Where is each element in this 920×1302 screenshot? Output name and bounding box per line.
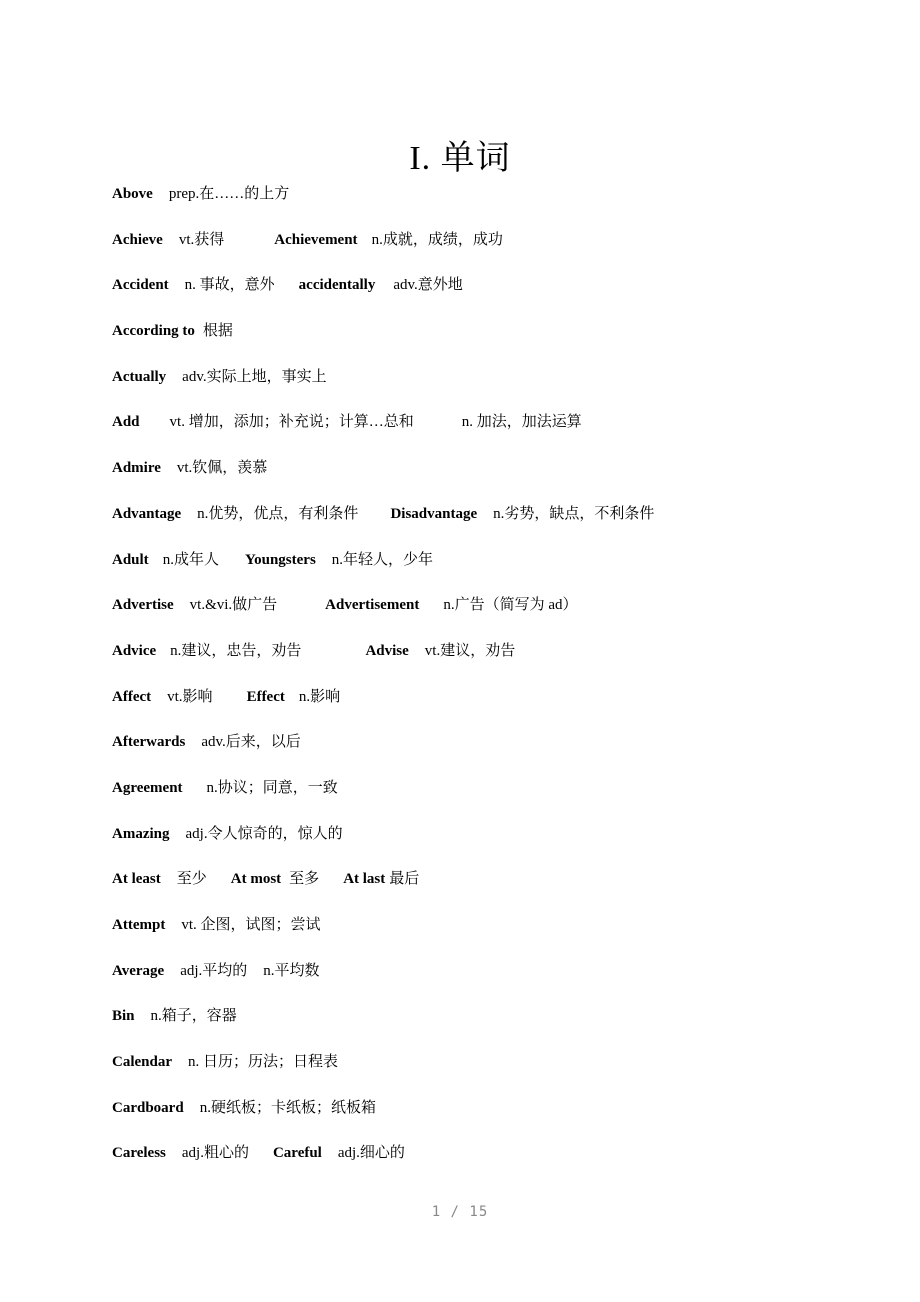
word-line: [112, 454, 872, 500]
vocabulary-definition: adv.实际上地，事实上: [182, 368, 327, 385]
vocabulary-definition: adj.平均的: [180, 962, 248, 979]
vocabulary-definition: adv.意外地: [393, 277, 463, 294]
vocabulary-term: Above: [112, 186, 153, 202]
vocabulary-definition: vt.钦佩，羡慕: [176, 460, 268, 477]
vocabulary-entry: [112, 871, 207, 887]
vocabulary-term: At last: [343, 871, 386, 888]
vocabulary-entry: [112, 232, 224, 248]
vocabulary-term: Affect: [112, 688, 152, 705]
word-line: [112, 1094, 872, 1140]
vocabulary-entry: [299, 277, 463, 293]
vocabulary-entry: [263, 963, 319, 979]
vocabulary-definition: n.年轻人，少年: [331, 551, 434, 568]
word-line: [112, 637, 872, 683]
vocabulary-term: Youngsters: [244, 551, 316, 568]
vocabulary-term: Admire: [112, 460, 161, 477]
vocabulary-definition: n. 事故，意外: [184, 277, 275, 294]
word-line: [112, 911, 872, 957]
vocabulary-definition: n.平均数: [263, 962, 320, 979]
vocabulary-term: Advertise: [112, 597, 174, 614]
vocabulary-entry: [112, 323, 233, 339]
vocabulary-definition: n.成就，成绩，成功: [371, 231, 503, 248]
vocabulary-definition: vt.建议，劝告: [424, 642, 516, 659]
vocabulary-term: According to: [112, 323, 195, 340]
vocabulary-term: Effect: [246, 688, 285, 705]
vocabulary-term: Advertisement: [325, 597, 420, 614]
vocabulary-definition: adj.细心的: [337, 1145, 405, 1162]
word-line: [112, 500, 872, 546]
word-line: [112, 408, 872, 454]
vocabulary-term: Cardboard: [112, 1099, 184, 1116]
page-number: 1 / 15: [431, 1204, 489, 1220]
vocabulary-term: Calendar: [112, 1054, 172, 1071]
word-line: [112, 683, 872, 729]
word-line: [112, 1048, 872, 1094]
word-line: [112, 546, 872, 592]
vocabulary-definition: n.成年人: [162, 551, 219, 568]
vocabulary-entry: [112, 917, 321, 933]
vocabulary-definition: vt.获得: [178, 231, 225, 248]
vocabulary-entry: [112, 186, 289, 202]
vocabulary-entry: [112, 369, 327, 385]
vocabulary-entry: [112, 689, 213, 705]
vocabulary-term: Adult: [112, 551, 149, 568]
vocabulary-term: Actually: [112, 368, 167, 385]
vocabulary-entry: [325, 597, 577, 613]
vocabulary-definition: vt. 企图，试图；尝试: [181, 917, 321, 933]
vocabulary-definition: adv.后来，以后: [201, 734, 301, 751]
vocabulary-term: Agreement: [112, 779, 183, 796]
word-line: [112, 1139, 872, 1185]
vocabulary-definition: vt.影响: [167, 688, 213, 705]
vocabulary-definition: 最后: [389, 871, 420, 888]
vocabulary-entry: [390, 506, 654, 522]
vocabulary-definition: vt.&vi.做广告: [189, 597, 278, 614]
vocabulary-definition: n. 加法，加法运算: [461, 414, 582, 431]
vocabulary-entry: [343, 871, 419, 887]
vocabulary-definition: adj.令人惊奇的，惊人的: [185, 825, 343, 842]
vocabulary-term: Accident: [112, 277, 169, 294]
vocabulary-entry: [112, 780, 338, 796]
vocabulary-entry: [112, 826, 343, 842]
vocabulary-term: Bin: [112, 1008, 135, 1025]
word-line: [112, 820, 872, 866]
vocabulary-entry: [274, 232, 503, 248]
vocabulary-term: Achieve: [112, 231, 163, 248]
vocabulary-term: Careful: [272, 1145, 322, 1162]
vocabulary-term: Average: [112, 962, 165, 979]
vocabulary-entry: [112, 963, 247, 979]
word-line: [112, 865, 872, 911]
word-line: [112, 180, 872, 226]
vocabulary-entry: [112, 277, 275, 293]
word-line: [112, 363, 872, 409]
page-title: I. 单词: [409, 139, 511, 177]
vocabulary-entry: [112, 734, 301, 750]
vocabulary-term: Advantage: [112, 505, 182, 522]
vocabulary-term: Afterwards: [112, 734, 186, 751]
vocabulary-definition: vt. 增加，添加；补充说；计算…总和: [169, 414, 414, 431]
vocabulary-entry: [112, 1145, 249, 1161]
vocabulary-entry: [273, 1145, 405, 1161]
vocabulary-list: [112, 180, 872, 1185]
vocabulary-definition: 至少: [176, 871, 207, 888]
vocabulary-definition: n.劣势，缺点，不利条件: [493, 505, 655, 522]
vocabulary-term: At least: [112, 871, 161, 888]
vocabulary-entry: [112, 460, 267, 476]
vocabulary-definition: n.优势，优点，有利条件: [197, 505, 359, 522]
vocabulary-entry: [112, 1008, 237, 1024]
vocabulary-entry: [112, 1100, 376, 1116]
word-line: [112, 774, 872, 820]
vocabulary-term: accidentally: [298, 277, 376, 294]
vocabulary-entry: [365, 643, 515, 659]
vocabulary-term: Advice: [112, 642, 157, 659]
vocabulary-definition: n.广告（简写为 ad）: [443, 597, 578, 614]
vocabulary-term: Disadvantage: [390, 505, 478, 522]
word-line: [112, 317, 872, 363]
vocabulary-term: Add: [112, 414, 140, 431]
vocabulary-definition: n.箱子，容器: [150, 1008, 237, 1025]
vocabulary-entry: [112, 506, 358, 522]
vocabulary-definition: 至多: [289, 871, 320, 888]
vocabulary-definition: n.硬纸板；卡纸板；纸板箱: [199, 1099, 376, 1116]
vocabulary-entry: [112, 597, 277, 613]
vocabulary-entry: [112, 1054, 338, 1070]
vocabulary-definition: n.影响: [298, 688, 341, 705]
vocabulary-term: Achievement: [274, 231, 358, 248]
word-line: [112, 1002, 872, 1048]
vocabulary-entry: [245, 552, 433, 568]
vocabulary-definition: n.建议，忠告，劝告: [170, 642, 302, 659]
vocabulary-definition: 根据: [202, 323, 233, 340]
vocabulary-entry: [247, 689, 341, 705]
vocabulary-definition: n. 日历；历法；日程表: [188, 1054, 339, 1071]
vocabulary-term: Careless: [112, 1145, 166, 1162]
vocabulary-term: Advise: [365, 642, 409, 659]
vocabulary-term: Attempt: [112, 917, 166, 933]
vocabulary-definition: prep.在……的上方: [168, 186, 290, 202]
word-line: [112, 226, 872, 272]
vocabulary-definition: adj.粗心的: [181, 1145, 249, 1162]
word-line: [112, 957, 872, 1003]
word-line: [112, 728, 872, 774]
vocabulary-term: Amazing: [112, 825, 170, 842]
vocabulary-entry: [462, 414, 582, 430]
vocabulary-entry: [112, 552, 219, 568]
word-line: [112, 271, 872, 317]
vocabulary-entry: [112, 643, 301, 659]
vocabulary-term: At most: [230, 871, 282, 888]
vocabulary-definition: n.协议；同意，一致: [206, 779, 338, 796]
word-line: [112, 591, 872, 637]
vocabulary-entry: [231, 871, 319, 887]
vocabulary-entry: [112, 414, 414, 430]
